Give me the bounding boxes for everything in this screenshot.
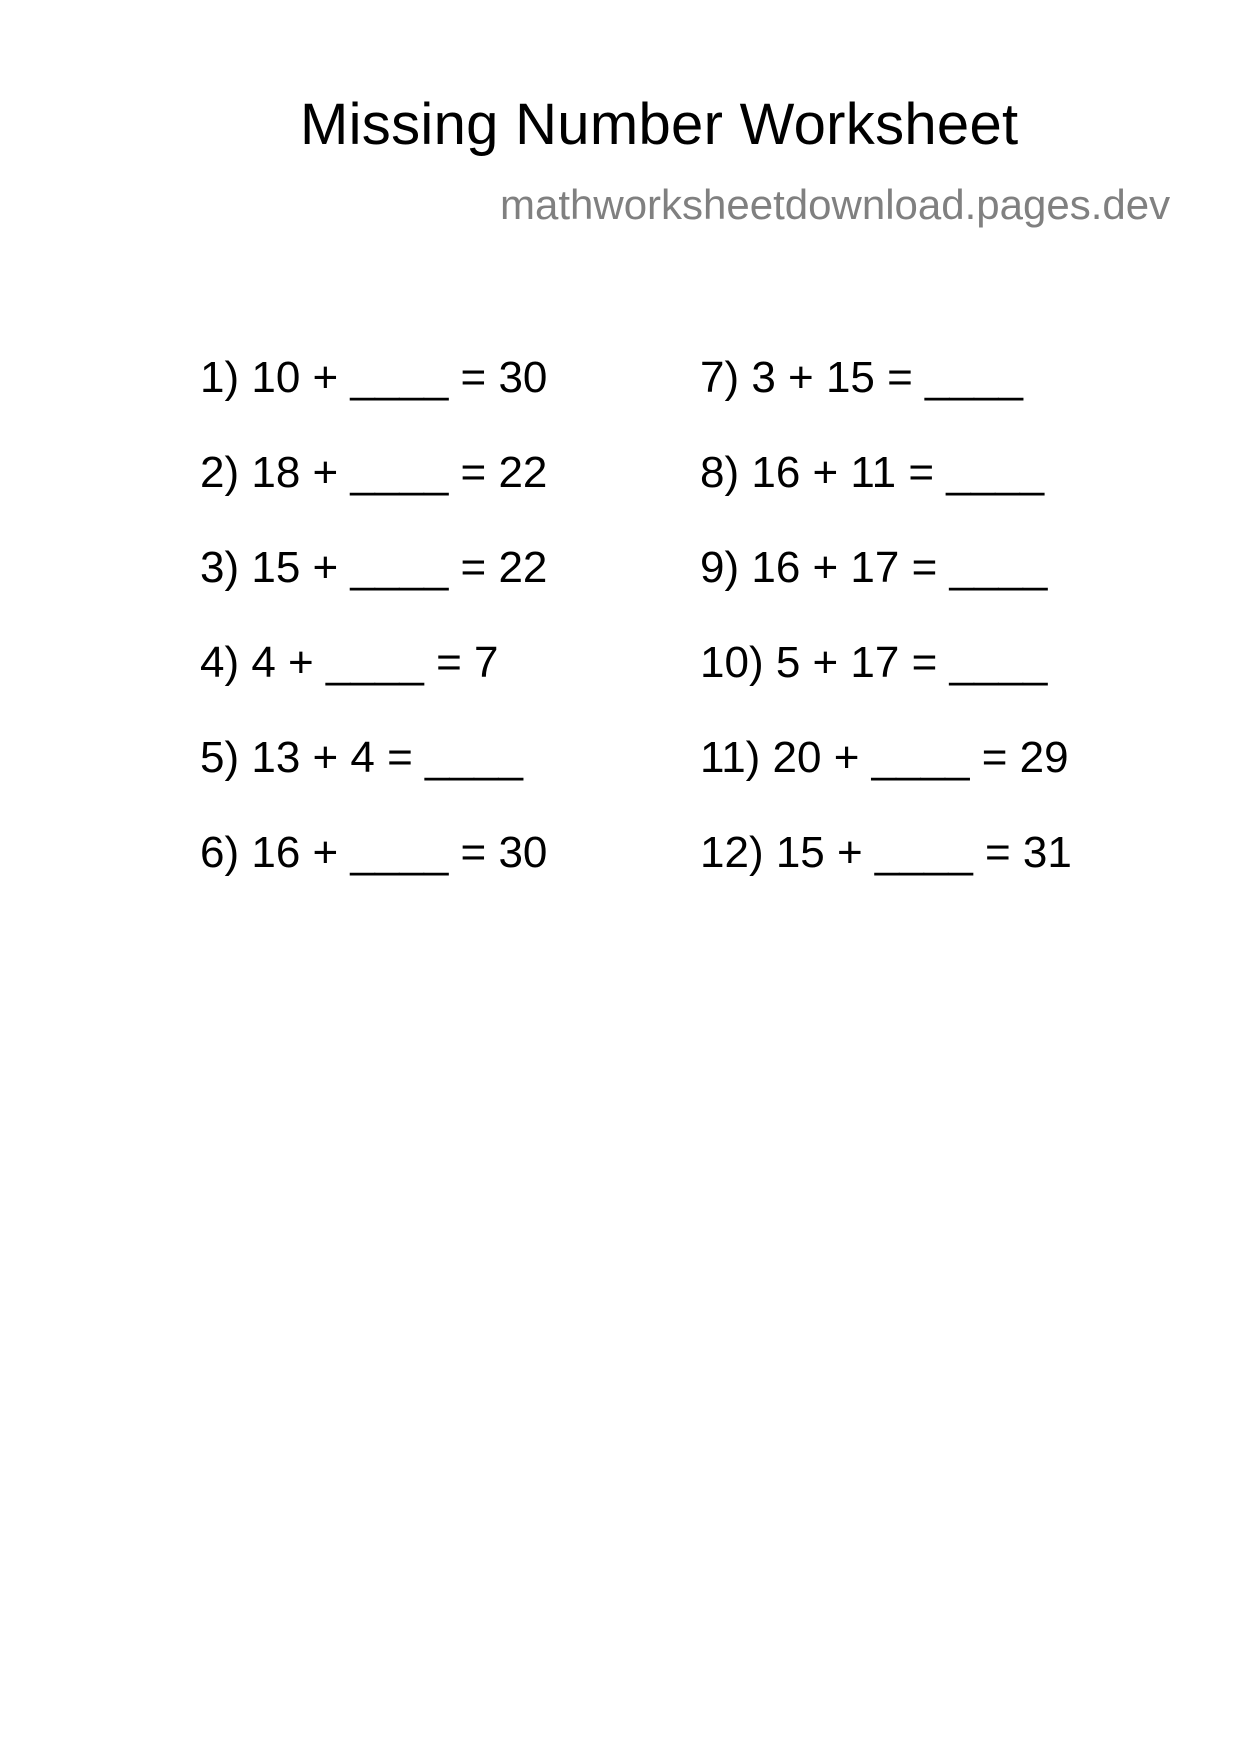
problem-5: 5) 13 + 4 = ____	[200, 733, 523, 782]
problem-12: 12) 15 + ____ = 31	[700, 828, 1072, 877]
problem-6: 6) 16 + ____ = 30	[200, 828, 548, 877]
problem-7: 7) 3 + 15 = ____	[700, 353, 1023, 402]
problem-1: 1) 10 + ____ = 30	[200, 353, 548, 402]
problem-4: 4) 4 + ____ = 7	[200, 638, 499, 687]
problem-2: 2) 18 + ____ = 22	[200, 448, 548, 497]
problem-10: 10) 5 + 17 = ____	[700, 638, 1048, 687]
problem-9: 9) 16 + 17 = ____	[700, 543, 1048, 592]
problem-3: 3) 15 + ____ = 22	[200, 543, 548, 592]
problem-11: 11) 20 + ____ = 29	[700, 733, 1069, 782]
page-title: Missing Number Worksheet	[300, 92, 1019, 157]
website-url: mathworksheetdownload.pages.dev	[500, 181, 1171, 228]
problem-8: 8) 16 + 11 = ____	[700, 448, 1045, 497]
